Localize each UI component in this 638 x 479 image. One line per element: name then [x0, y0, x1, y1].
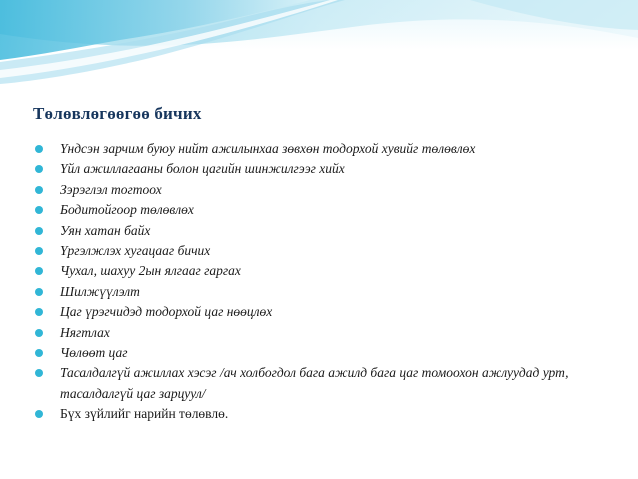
- slide-title: Төлөвлөгөөгөө бичих: [33, 104, 202, 123]
- bullet-item: [32, 343, 592, 363]
- wave-header-decoration: [0, 0, 638, 110]
- bullet-icon: [35, 186, 43, 194]
- bullet-icon: [35, 247, 43, 255]
- bullet-item: [32, 159, 592, 179]
- bullet-icon: [35, 288, 43, 296]
- bullet-icon: [35, 145, 43, 153]
- bullet-item: [32, 139, 592, 159]
- bullet-item: [32, 221, 592, 241]
- bullet-text: Бүх зүйлийг нарийн төлөвлө.: [60, 406, 229, 422]
- bullet-text: Үргэлжлэх хугацааг бичих: [60, 243, 211, 259]
- bullet-item: [32, 261, 592, 281]
- bullet-text: Бодитойгоор төлөвлөх: [60, 202, 194, 218]
- bullet-icon: [35, 165, 43, 173]
- bullet-icon: [35, 369, 43, 377]
- bullet-text: Цаг үрэгчидэд тодорхой цаг нөөцлөх: [60, 304, 273, 320]
- bullet-icon: [35, 267, 43, 275]
- bullet-icon: [35, 410, 43, 418]
- bullet-item: [32, 200, 592, 220]
- bullet-icon: [35, 349, 43, 357]
- bullet-icon: [35, 206, 43, 214]
- bullet-text: Үндсэн зарчим буюу нийт ажилынхаа зөвхөн тодорхой хувийг төлөвлөх: [60, 141, 476, 156]
- bullet-text: Шилжүүлэлт: [60, 283, 140, 299]
- bullet-item: [32, 282, 592, 302]
- bullet-text: Үйл ажиллагааны болон цагийн шинжилгээг хийх: [60, 161, 345, 177]
- bullet-text: Тасалдалгүй ажиллах хэсэг /ач холбогдол бага ажилд бага цаг томоохон ажлуудад урт, тасалдалгүй цаг зарцуул/: [60, 365, 569, 401]
- bullet-item: [32, 363, 592, 404]
- bullet-icon: [35, 227, 43, 235]
- bullet-item: [32, 302, 592, 322]
- bullet-item: [32, 180, 592, 200]
- bullet-text: Зэрэглэл тогтоох: [60, 181, 162, 197]
- bullet-item: [32, 241, 592, 261]
- bullet-text: Чухал, шахуу 2ын ялгааг гаргах: [60, 263, 241, 279]
- bullet-text: Чөлөөт цаг: [60, 345, 128, 361]
- bullet-text: Нягтлах: [60, 324, 110, 340]
- bullet-icon: [35, 329, 43, 337]
- bullet-icon: [35, 308, 43, 316]
- bullet-item: [32, 323, 592, 343]
- bullet-text: Уян хатан байх: [60, 222, 151, 238]
- bullet-list: [32, 139, 592, 425]
- bullet-item: [32, 404, 592, 424]
